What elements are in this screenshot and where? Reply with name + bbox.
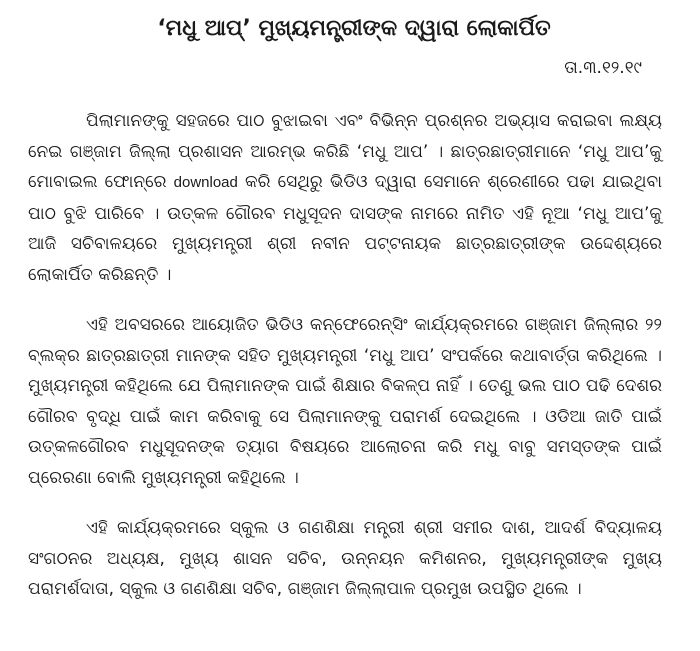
paragraph-3-text: ଏହି କାର୍ଯ୍ୟକ୍ରମରେ ସ୍କୁଲ ଓ ଗଣଶିକ୍ଷା ମନ୍ତ୍ରୀ ଶ୍ରୀ ସମୀର ଦାଶ, ଆଦର୍ଶ ବିଦ୍ୟାଳୟ ସଂଗଠନର ଅଧ୍ୟକ୍ଷ, ମୁଖ୍ୟ ଶାସନ ସଚିବ, ଉନ୍ନୟନ କମିଶନର, ମୁଖ୍ୟମନ୍ତ୍ରୀଙ୍କ ମୁଖ୍ୟ ପରାମର୍ଶଦାତା, ସ୍କୁଲ ଓ ଗଣଶିକ୍ଷା ସଚିବ, ଗଞ୍ଜାମ ଜିଲ୍ଲାପାଳ ପ୍ରମୁଖ ଉପସ୍ଥିତ ଥିଲେ । xyxy=(28,518,662,599)
paragraph-2 xyxy=(28,310,662,493)
document-title: ‘ମଧୁ ଆପ୍’ ମୁଖ୍ୟମନ୍ତ୍ରୀଙ୍କ ଦ୍ୱାରା ଲୋକାର୍ପିତ xyxy=(157,16,551,41)
paragraph-1-text-end: କରି ସେଥିରୁ ଭିଡିଓ ଦ୍ୱାରା ସେମାନେ ଶ୍ରେଣୀରେ ପଢା ଯାଇଥିବା ପାଠ ବୁଝି ପାରିବେ । ଉତ୍କଳ ଗୌରବ ମଧୁସୂଦନ ଦାସଙ୍କ ନାମରେ ନାମିତ ଏହି ନୂଆ ‘ମଧୁ ଆପ’କୁ ଆଜି ସଚିବାଳୟରେ ମୁଖ୍ୟମନ୍ତ୍ରୀ ଶ୍ରୀ ନବୀନ ପଟ୍ଟନାୟକ ଛାତ୍ରଛାତ୍ରୀଙ୍କ ଉଦ୍ଦେଶ୍ୟରେ ଲୋକାର୍ପିତ କରିଛନ୍ତି । xyxy=(28,172,662,285)
document-date: ତା.୩.୧୨.୧୯ xyxy=(564,58,642,78)
paragraph-2-text: ଏହି ଅବସରରେ ଆୟୋଜିତ ଭିଡିଓ କନ୍‌ଫେରେନ୍ସିଂ କାର୍ଯ୍ୟକ୍ରମରେ ଗଞ୍ଜାମ ଜିଲ୍ଲାର ୨୨ ବ୍ଲକ୍‌ର ଛାତ୍ରଛାତ୍ରୀ ମାନଙ୍କ ସହିତ ମୁଖ୍ୟମନ୍ତ୍ରୀ ‘ମଧୁ ଆପ’ ସଂପର୍କରେ କଥାବାର୍ତ୍ତା କରିଥିଲେ । ମୁଖ୍ୟମନ୍ତ୍ରୀ କହିଥିଲେ ଯେ ପିଲାମାନଙ୍କ ପାଇଁ ଶିକ୍ଷାର ବିକଳ୍ପ ନାହିଁ । ତେଣୁ ଭଲ ପାଠ ପଢି ଦେଶର ଗୌରବ ବୃଦ୍ଧି ପାଇଁ କାମ କରିବାକୁ ସେ ପିଲାମାନଙ୍କୁ ପରାମର୍ଶ ଦେଇଥିଲେ । ଓଡିଆ ଜାତି ପାଇଁ ଉତ୍କଳଗୌରବ ମଧୁସୂଦନଙ୍କ ତ୍ୟାଗ ବିଷୟରେ ଆଲୋଚନା କରି ମଧୁ ବାବୁ ସମସ୍ତଙ୍କ ପାଇଁ ପ୍ରେରଣା ବୋଲି ମୁଖ୍ୟମନ୍ତ୍ରୀ କହିଥିଲେ । xyxy=(28,315,662,488)
paragraph-1-text-start: ପିଲାମାନଙ୍କୁ ସହଜରେ ପାଠ ବୁଝାଇବା ଏବଂ ବିଭିନ୍ନ ପ୍ରଶ୍ନର ଅଭ୍ୟାସ କରାଇବା ଲକ୍ଷ୍ୟ ନେଇ ଗଞ୍ଜାମ ଜିଲ୍ଲା ପ୍ରଶାସନ ଆରମ୍ଭ କରିଛି ‘ମଧୁ ଆପ’ । ଛାତ୍ରଛାତ୍ରୀମାନେ ‘ମଧୁ ଆପ’କୁ ମୋବାଇଲ ଫୋନ୍‌ରେ xyxy=(28,111,662,192)
paragraph-1-latin-word: download xyxy=(173,174,238,191)
paragraph-1 xyxy=(28,106,662,290)
paragraph-3 xyxy=(28,513,662,605)
